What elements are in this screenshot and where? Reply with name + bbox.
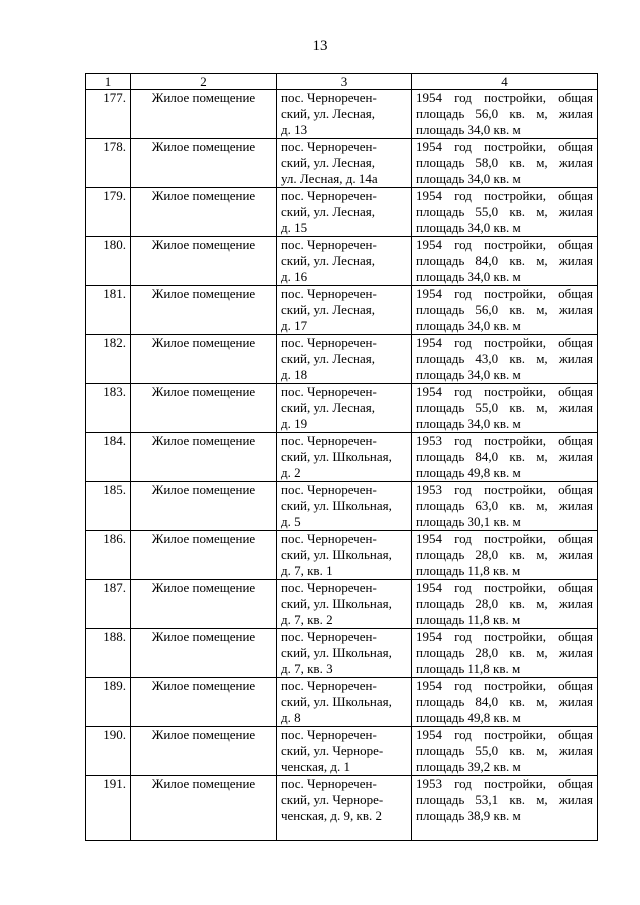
row-number-cell: 178. [86, 139, 131, 188]
row-number-cell: 179. [86, 188, 131, 237]
row-number-cell: 181. [86, 286, 131, 335]
description-cell: 1954 год постройки, общая площадь 55,0 кв. м, жилая площадь 34,0 кв. м [412, 384, 598, 433]
description-cell: 1954 год постройки, общая площадь 84,0 кв. м, жилая площадь 49,8 кв. м [412, 678, 598, 727]
description-cell: 1954 год постройки, общая площадь 84,0 кв. м, жилая площадь 34,0 кв. м [412, 237, 598, 286]
column-header-3: 3 [277, 74, 412, 90]
column-header-1: 1 [86, 74, 131, 90]
property-type-cell: Жилое помещение [131, 678, 277, 727]
property-type-cell: Жилое помещение [131, 482, 277, 531]
address-cell: пос. Черноречен- ский, ул. Школьная, д. 5 [277, 482, 412, 531]
page-number: 13 [312, 38, 328, 54]
row-number-cell: 190. [86, 727, 131, 776]
row-number-cell: 188. [86, 629, 131, 678]
row-number-cell: 180. [86, 237, 131, 286]
property-registry-table [85, 73, 598, 841]
row-number-cell: 177. [86, 90, 131, 139]
table-row [86, 580, 598, 629]
table-row [86, 776, 598, 841]
row-number-cell: 182. [86, 335, 131, 384]
description-cell: 1953 год постройки, общая площадь 53,1 кв. м, жилая площадь 38,9 кв. м [412, 776, 598, 841]
description-cell: 1953 год постройки, общая площадь 84,0 кв. м, жилая площадь 49,8 кв. м [412, 433, 598, 482]
row-number-cell: 185. [86, 482, 131, 531]
address-cell: пос. Черноречен- ский, ул. Лесная, д. 16 [277, 237, 412, 286]
property-type-cell: Жилое помещение [131, 433, 277, 482]
table-header-row [86, 74, 598, 90]
address-cell: пос. Черноречен- ский, ул. Черноре- ченская, д. 1 [277, 727, 412, 776]
table-row [86, 90, 598, 139]
column-header-2: 2 [131, 74, 277, 90]
address-cell: пос. Черноречен- ский, ул. Лесная, д. 19 [277, 384, 412, 433]
property-type-cell: Жилое помещение [131, 727, 277, 776]
address-cell: пос. Черноречен- ский, ул. Лесная, ул. Лесная, д. 14а [277, 139, 412, 188]
row-number-cell: 184. [86, 433, 131, 482]
address-cell: пос. Черноречен- ский, ул. Лесная, д. 18 [277, 335, 412, 384]
table-body [86, 90, 598, 841]
description-cell: 1953 год постройки, общая площадь 63,0 кв. м, жилая площадь 30,1 кв. м [412, 482, 598, 531]
address-cell: пос. Черноречен- ский, ул. Школьная, д. 8 [277, 678, 412, 727]
property-type-cell: Жилое помещение [131, 384, 277, 433]
property-type-cell: Жилое помещение [131, 629, 277, 678]
description-cell: 1954 год постройки, общая площадь 28,0 кв. м, жилая площадь 11,8 кв. м [412, 531, 598, 580]
table-row [86, 433, 598, 482]
row-number-cell: 186. [86, 531, 131, 580]
address-cell: пос. Черноречен- ский, ул. Школьная, д. 2 [277, 433, 412, 482]
table-row [86, 139, 598, 188]
row-number-cell: 191. [86, 776, 131, 841]
description-cell: 1954 год постройки, общая площадь 56,0 кв. м, жилая площадь 34,0 кв. м [412, 286, 598, 335]
row-number-cell: 183. [86, 384, 131, 433]
description-cell: 1954 год постройки, общая площадь 55,0 кв. м, жилая площадь 34,0 кв. м [412, 188, 598, 237]
address-cell: пос. Черноречен- ский, ул. Школьная, д. 7, кв. 2 [277, 580, 412, 629]
description-cell: 1954 год постройки, общая площадь 28,0 кв. м, жилая площадь 11,8 кв. м [412, 580, 598, 629]
row-number-cell: 187. [86, 580, 131, 629]
table-row [86, 629, 598, 678]
table-row [86, 727, 598, 776]
table-row [86, 531, 598, 580]
address-cell: пос. Черноречен- ский, ул. Лесная, д. 15 [277, 188, 412, 237]
property-type-cell: Жилое помещение [131, 188, 277, 237]
address-cell: пос. Черноречен- ский, ул. Школьная, д. 7, кв. 1 [277, 531, 412, 580]
description-cell: 1954 год постройки, общая площадь 58,0 кв. м, жилая площадь 34,0 кв. м [412, 139, 598, 188]
table-row [86, 188, 598, 237]
property-type-cell: Жилое помещение [131, 335, 277, 384]
property-type-cell: Жилое помещение [131, 531, 277, 580]
address-cell: пос. Черноречен- ский, ул. Черноре- ченская, д. 9, кв. 2 [277, 776, 412, 841]
property-type-cell: Жилое помещение [131, 580, 277, 629]
address-cell: пос. Черноречен- ский, ул. Лесная, д. 17 [277, 286, 412, 335]
column-header-4: 4 [412, 74, 598, 90]
description-cell: 1954 год постройки, общая площадь 55,0 кв. м, жилая площадь 39,2 кв. м [412, 727, 598, 776]
description-cell: 1954 год постройки, общая площадь 28,0 кв. м, жилая площадь 11,8 кв. м [412, 629, 598, 678]
table-row [86, 384, 598, 433]
property-type-cell: Жилое помещение [131, 90, 277, 139]
table-row [86, 335, 598, 384]
row-number-cell: 189. [86, 678, 131, 727]
property-type-cell: Жилое помещение [131, 286, 277, 335]
description-cell: 1954 год постройки, общая площадь 56,0 кв. м, жилая площадь 34,0 кв. м [412, 90, 598, 139]
property-type-cell: Жилое помещение [131, 139, 277, 188]
table-row [86, 286, 598, 335]
table-row [86, 678, 598, 727]
table-row [86, 482, 598, 531]
address-cell: пос. Черноречен- ский, ул. Школьная, д. 7, кв. 3 [277, 629, 412, 678]
property-type-cell: Жилое помещение [131, 237, 277, 286]
table-row [86, 237, 598, 286]
property-type-cell: Жилое помещение [131, 776, 277, 841]
address-cell: пос. Черноречен- ский, ул. Лесная, д. 13 [277, 90, 412, 139]
description-cell: 1954 год постройки, общая площадь 43,0 кв. м, жилая площадь 34,0 кв. м [412, 335, 598, 384]
